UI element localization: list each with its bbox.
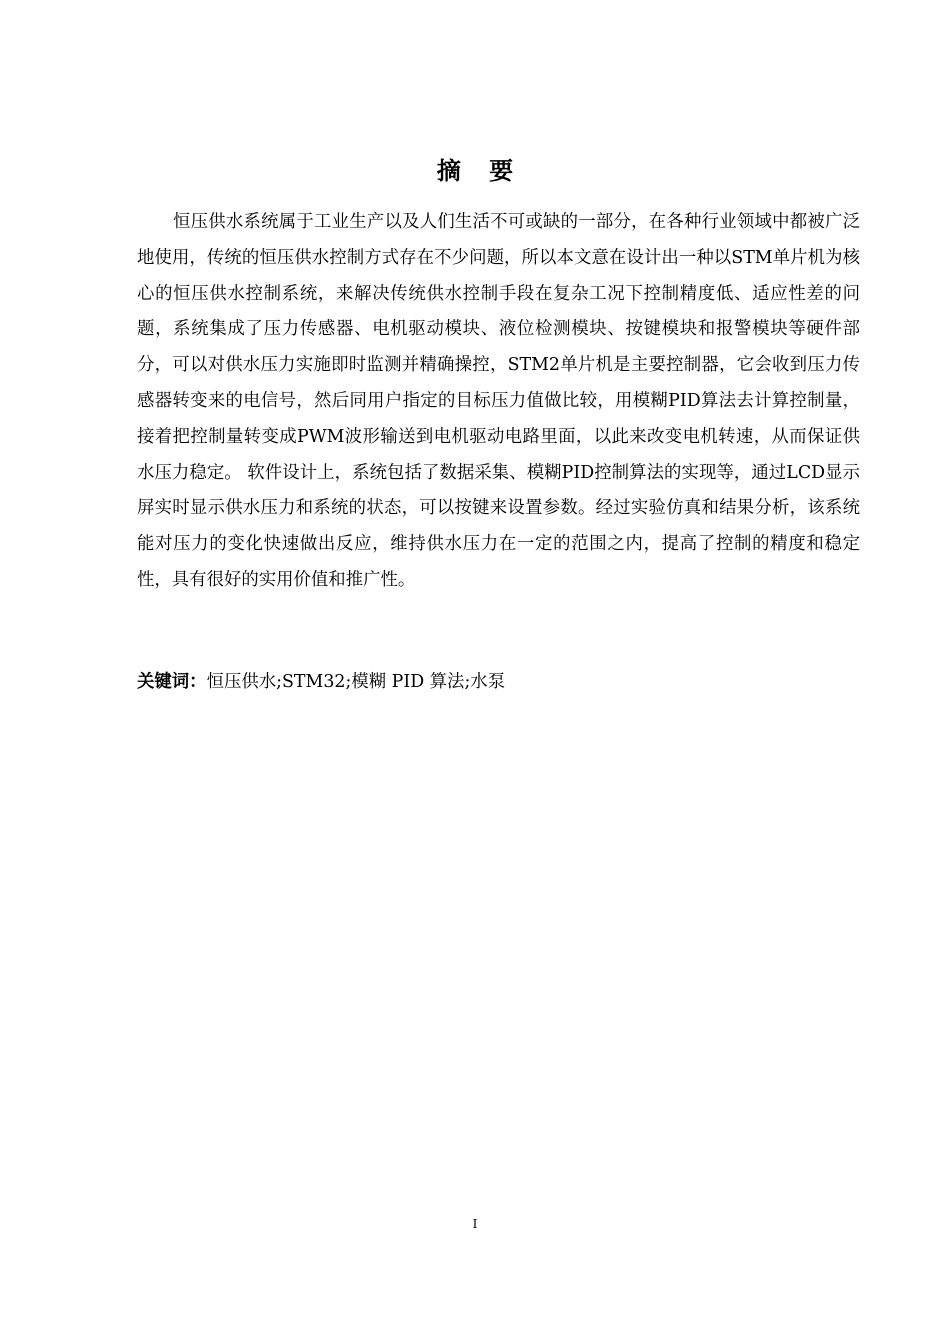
abstract-body: 恒压供水系统属于工业生产以及人们生活不可或缺的一部分，在各种行业领域中都被广泛地使用，传统的恒压供水控制方式存在不少问题，所以本文意在设计出一种以STM单片机为核心的恒压供水控制系统，来解决传统供水控制手段在复杂工况下控制精度低、适应性差的问题，系统集成了压力传感器、电机驱动模块、液位检测模块、按键模块和报警模块等硬件部分，可以对供水压力实施即时监测并精确操控，STM2单片机是主要控制器，它会收到压力传感器转变来的电信号，然后同用户指定的目标压力值做比较，用模糊PID算法去计算控制量，接着把控制量转变成PWM波形输送到电机驱动电路里面，以此来改变电机转速，从而保证供水压力稳定。 软件设计上，系统包括了数据采集、模糊PID控制算法的实现等，通过LCD显示屏实时显示供水压力和系统的状态，可以按键来设置参数。经过实验仿真和结果分析，该系统能对压力的变化快速做出反应，维持供水压力在一定的范围之内，提高了控制的精度和稳定性，具有很好的实用价值和推广性。 bbox=[137, 212, 860, 590]
abstract-title: 摘 要 bbox=[436, 156, 524, 185]
keywords-line bbox=[137, 666, 860, 698]
keywords-label: 关键词： bbox=[137, 672, 207, 692]
keywords-text: 恒压供水;STM32;模糊 PID 算法;水泵 bbox=[206, 672, 506, 692]
page-number: I bbox=[472, 1217, 478, 1231]
